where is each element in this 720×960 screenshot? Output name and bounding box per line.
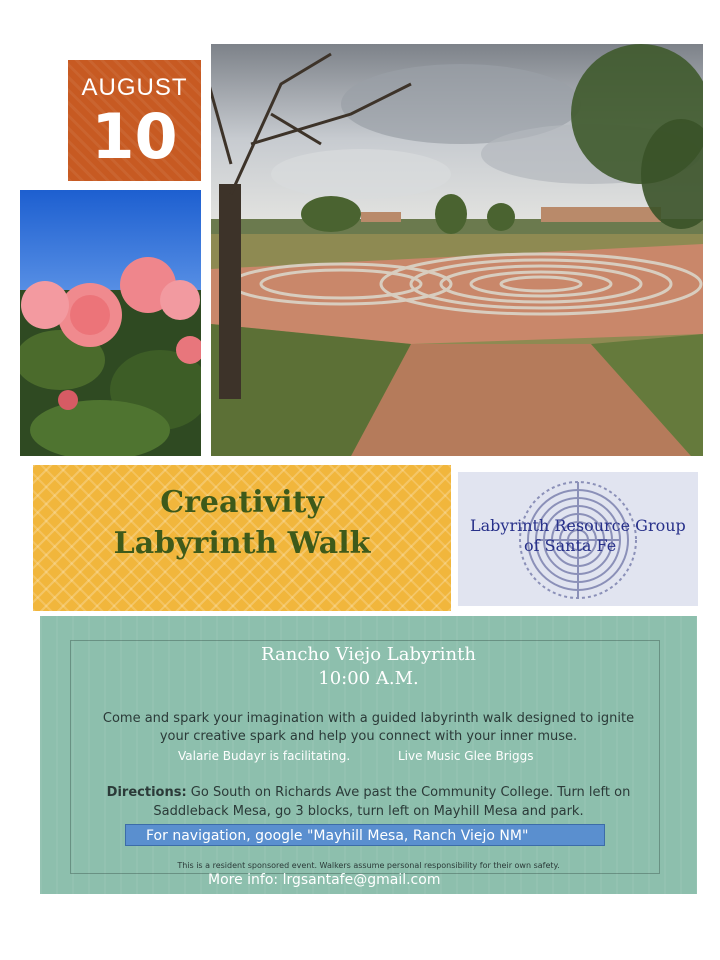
navigation-hint-box: For navigation, google "Mayhill Mesa, Ranch Viejo NM" [125,824,605,846]
directions-text-line1: Go South on Richards Ave past the Community College. Turn left on [186,785,631,800]
rose-photo [20,190,201,456]
event-description-line1: Come and spark your imagination with a guided labyrinth walk designed to ignite [102,711,635,726]
directions-label: Directions: [106,785,187,800]
event-title-block [33,465,451,611]
facilitator-text: Valarie Budayr is facilitating. [178,749,351,763]
event-title-line1: Creativity [160,485,324,520]
logo-text-line1: Labyrinth Resource Group [470,516,686,535]
directions-line1 [40,785,697,800]
rose-photo-image [20,190,201,456]
date-badge [68,60,201,181]
organization-logo [458,472,698,606]
labyrinth-photo [211,44,703,456]
live-music-text: Live Music Glee Briggs [398,749,534,763]
more-info-email[interactable]: More info: lrgsantafe@gmail.com [208,872,441,888]
directions-line2: Saddleback Mesa, go 3 blocks, turn left on Mayhill Mesa and park. [153,804,584,819]
disclaimer-text: This is a resident sponsored event. Walkers assume personal responsibility for their own safety. [177,861,560,870]
event-time: 10:00 A.M. [318,668,419,689]
labyrinth-photo-image [211,44,703,456]
event-location: Rancho Viejo Labyrinth [261,644,476,665]
date-day: 10 [91,100,178,173]
event-title-line2: Labyrinth Walk [113,526,371,561]
logo-text-line2: of Santa Fe [524,536,617,555]
date-month: AUGUST [81,74,188,101]
event-description-line2: your creative spark and help you connect with your inner muse. [159,729,578,744]
